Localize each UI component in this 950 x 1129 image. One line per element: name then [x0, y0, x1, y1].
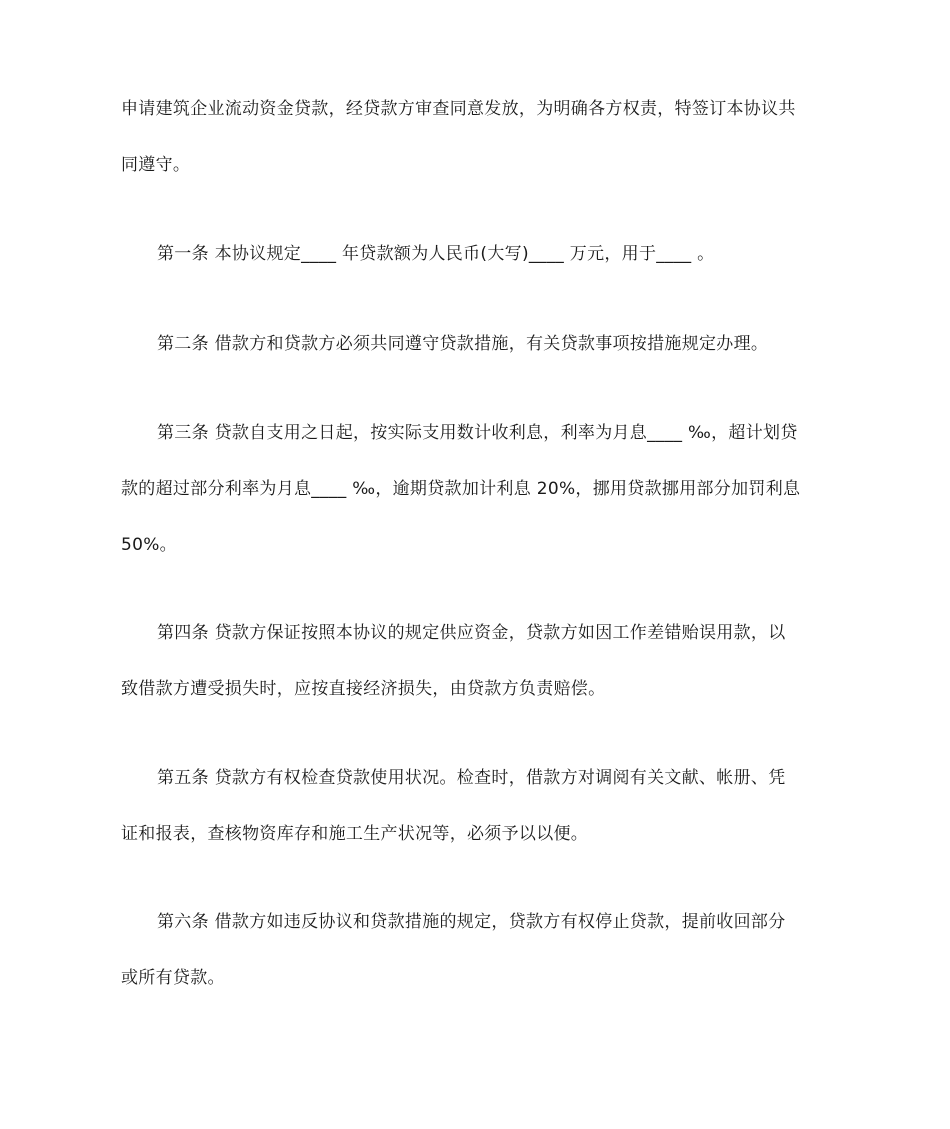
intro-line-2: 同遵守。	[121, 155, 191, 175]
article-3-line-3: 50%。	[121, 535, 177, 555]
article-5-line-2: 证和报表，查核物资库存和施工生产状况等，必须予以以便。	[121, 824, 589, 844]
article-6-line-2: 或所有贷款。	[121, 968, 225, 988]
article-2-line-1: 第二条 借款方和贷款方必须共同遵守贷款措施，有关贷款事项按措施规定办理。	[157, 334, 769, 354]
article-6-line-1: 第六条 借款方如违反协议和贷款措施的规定，贷款方有权停止贷款，提前收回部分	[157, 912, 786, 932]
article-1-line-1: 第一条 本协议规定____ 年贷款额为人民币(大写)____ 万元，用于____ 。	[157, 244, 715, 264]
intro-line-1: 申请建筑企业流动资金贷款，经贷款方审查同意发放，为明确各方权责，特签订本协议共	[121, 99, 796, 119]
article-5-line-1: 第五条 贷款方有权检查贷款使用状况。检查时，借款方对调阅有关文献、帐册、凭	[157, 768, 786, 788]
article-3-line-2: 款的超过部分利率为月息____ ‰，逾期贷款加计利息 20%，挪用贷款挪用部分加罚利息	[121, 479, 801, 499]
article-3-line-1: 第三条 贷款自支用之日起，按实际支用数计收利息，利率为月息____ ‰，超计划贷	[157, 423, 798, 443]
article-4-line-2: 致借款方遭受损失时，应按直接经济损失，由贷款方负责赔偿。	[121, 679, 606, 699]
article-4-line-1: 第四条 贷款方保证按照本协议的规定供应资金，贷款方如因工作差错贻误用款，以	[157, 623, 786, 643]
